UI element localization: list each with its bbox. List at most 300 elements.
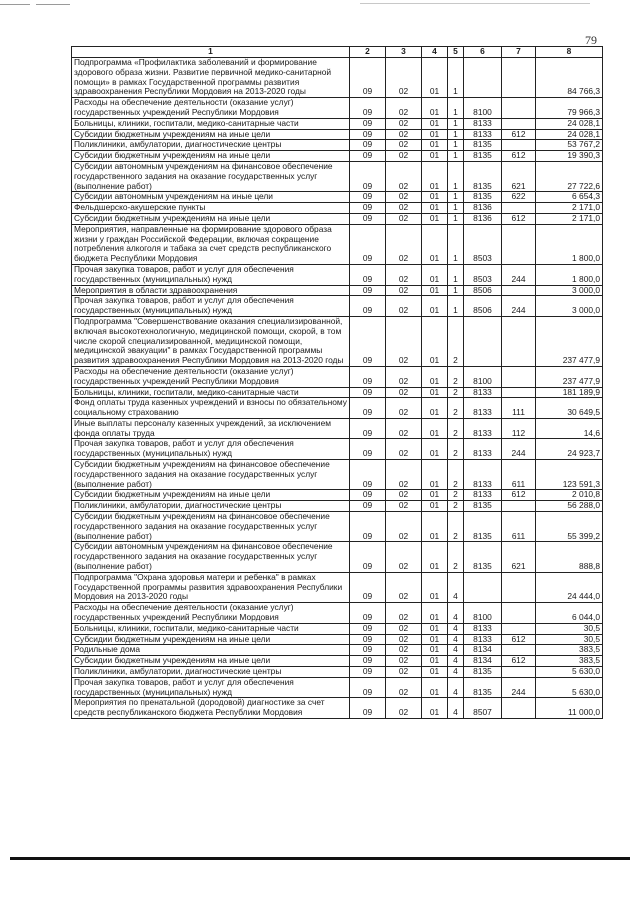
code-cell: 02: [386, 572, 422, 602]
code-cell: [502, 224, 536, 264]
expense-name-cell: Поликлиники, амбулатории, диагностические центры: [72, 667, 350, 678]
table-row: [72, 501, 603, 512]
code-cell: 09: [350, 203, 386, 214]
code-cell: 02: [386, 460, 422, 490]
expense-name-cell: Расходы на обеспечение деятельности (оказание услуг) государственных учреждений Республики Мордовия: [72, 98, 350, 119]
amount-cell: 24 028,1: [536, 118, 603, 129]
amount-cell: 237 477,9: [536, 316, 603, 366]
code-cell: 1: [448, 264, 464, 285]
code-cell: 112: [502, 418, 536, 439]
expense-name-cell: Расходы на обеспечение деятельности (оказание услуг) государственных учреждений Республики Мордовия: [72, 603, 350, 624]
expense-name-cell: Субсидии автономным учреждениям на иные цели: [72, 192, 350, 203]
code-cell: 02: [386, 512, 422, 542]
scan-artifact-line: [360, 3, 590, 4]
expense-name-cell: Иные выплаты персоналу казенных учреждений, за исключением фонда оплаты труда: [72, 418, 350, 439]
code-cell: 09: [350, 542, 386, 572]
code-cell: 02: [386, 387, 422, 398]
code-cell: 8134: [464, 645, 502, 656]
code-cell: [502, 623, 536, 634]
code-cell: [502, 98, 536, 119]
code-cell: 09: [350, 572, 386, 602]
code-cell: 1: [448, 129, 464, 140]
code-cell: 621: [502, 542, 536, 572]
expense-name-cell: Прочая закупка товаров, работ и услуг для обеспечения государственных (муниципальных) нужд: [72, 296, 350, 317]
code-cell: 1: [448, 296, 464, 317]
code-cell: 09: [350, 285, 386, 296]
amount-cell: 2 010,8: [536, 490, 603, 501]
amount-cell: 2 171,0: [536, 203, 603, 214]
code-cell: 8133: [464, 490, 502, 501]
expense-name-cell: Больницы, клиники, госпитали, медико-санитарные части: [72, 118, 350, 129]
code-cell: 02: [386, 645, 422, 656]
code-cell: 02: [386, 398, 422, 419]
code-cell: 2: [448, 418, 464, 439]
code-cell: 02: [386, 501, 422, 512]
code-cell: 01: [422, 366, 448, 387]
code-cell: 01: [422, 418, 448, 439]
code-cell: 8135: [464, 140, 502, 151]
code-cell: 02: [386, 677, 422, 698]
code-cell: 09: [350, 151, 386, 162]
code-cell: 09: [350, 316, 386, 366]
table-row: [72, 98, 603, 119]
table-row: [72, 667, 603, 678]
code-cell: 8135: [464, 677, 502, 698]
code-cell: 01: [422, 192, 448, 203]
table-row: [72, 656, 603, 667]
code-cell: 01: [422, 264, 448, 285]
expense-name-cell: Родильные дома: [72, 645, 350, 656]
code-cell: 4: [448, 698, 464, 719]
code-cell: 02: [386, 603, 422, 624]
code-cell: 244: [502, 296, 536, 317]
code-cell: 8135: [464, 542, 502, 572]
code-cell: [502, 387, 536, 398]
code-cell: 8133: [464, 439, 502, 460]
code-cell: 8100: [464, 98, 502, 119]
expense-name-cell: Больницы, клиники, госпитали, медико-санитарные части: [72, 623, 350, 634]
code-cell: 2: [448, 501, 464, 512]
expense-name-cell: Субсидии бюджетным учреждениям на иные цели: [72, 151, 350, 162]
expense-name-cell: Подпрограмма "Охрана здоровья матери и ребенка" в рамках Государственной программы развития здравоохранения Республики Мордовия на 2013-2020 годы: [72, 572, 350, 602]
code-cell: [502, 366, 536, 387]
bottom-rule: [10, 857, 630, 860]
code-cell: 612: [502, 490, 536, 501]
expense-name-cell: Мероприятия, направленные на формирование здорового образа жизни у граждан Российской Федерации, включая сокращение потребления алкоголя и табака за счет средств республиканского бюджета Республики Мордовия: [72, 224, 350, 264]
code-cell: 1: [448, 118, 464, 129]
page-number: 79: [585, 33, 597, 47]
budget-table: [71, 46, 603, 719]
code-cell: 2: [448, 460, 464, 490]
amount-cell: 79 966,3: [536, 98, 603, 119]
code-cell: 02: [386, 129, 422, 140]
code-cell: 01: [422, 285, 448, 296]
code-cell: [502, 501, 536, 512]
code-cell: 8100: [464, 603, 502, 624]
code-cell: 09: [350, 667, 386, 678]
column-header: 2: [350, 47, 386, 58]
code-cell: 02: [386, 316, 422, 366]
code-cell: 01: [422, 512, 448, 542]
code-cell: 8135: [464, 667, 502, 678]
amount-cell: 181 189,9: [536, 387, 603, 398]
code-cell: 4: [448, 667, 464, 678]
code-cell: 8503: [464, 264, 502, 285]
table-row: [72, 161, 603, 191]
amount-cell: 3 000,0: [536, 285, 603, 296]
code-cell: 8506: [464, 296, 502, 317]
amount-cell: 2 171,0: [536, 213, 603, 224]
code-cell: 02: [386, 285, 422, 296]
expense-name-cell: Субсидии автономным учреждениям на финансовое обеспечение государственного задания на оказание государственных услуг (выполнение работ): [72, 542, 350, 572]
code-cell: 09: [350, 129, 386, 140]
code-cell: 1: [448, 151, 464, 162]
table-row: [72, 572, 603, 602]
code-cell: 8133: [464, 118, 502, 129]
code-cell: 02: [386, 203, 422, 214]
code-cell: 09: [350, 98, 386, 119]
expense-name-cell: Субсидии бюджетным учреждениям на иные цели: [72, 490, 350, 501]
code-cell: 8133: [464, 623, 502, 634]
code-cell: 09: [350, 418, 386, 439]
code-cell: 8135: [464, 161, 502, 191]
scan-artifact-line: [0, 4, 400, 5]
expense-name-cell: Субсидии бюджетным учреждениям на иные цели: [72, 213, 350, 224]
table-row: [72, 460, 603, 490]
amount-cell: 27 722,6: [536, 161, 603, 191]
code-cell: 1: [448, 161, 464, 191]
table-row: [72, 677, 603, 698]
code-cell: 01: [422, 224, 448, 264]
code-cell: 01: [422, 129, 448, 140]
code-cell: 01: [422, 439, 448, 460]
code-cell: 02: [386, 224, 422, 264]
amount-cell: 56 288,0: [536, 501, 603, 512]
expense-name-cell: Субсидии бюджетным учреждениям на иные цели: [72, 634, 350, 645]
expense-name-cell: Субсидии бюджетным учреждениям на финансовое обеспечение государственного задания на оказание государственных услуг (выполнение работ): [72, 512, 350, 542]
code-cell: 09: [350, 439, 386, 460]
code-cell: 8506: [464, 285, 502, 296]
code-cell: 02: [386, 264, 422, 285]
amount-cell: 55 399,2: [536, 512, 603, 542]
code-cell: [502, 645, 536, 656]
code-cell: 01: [422, 296, 448, 317]
code-cell: 01: [422, 501, 448, 512]
code-cell: 1: [448, 140, 464, 151]
table-row: [72, 213, 603, 224]
table-body: [72, 58, 603, 719]
code-cell: 01: [422, 387, 448, 398]
code-cell: 244: [502, 439, 536, 460]
expense-name-cell: Прочая закупка товаров, работ и услуг для обеспечения государственных (муниципальных) нужд: [72, 677, 350, 698]
code-cell: 612: [502, 213, 536, 224]
table-row: [72, 398, 603, 419]
code-cell: 1: [448, 192, 464, 203]
table-row: [72, 366, 603, 387]
code-cell: [502, 58, 536, 98]
table-row: [72, 418, 603, 439]
expense-name-cell: Расходы на обеспечение деятельности (оказание услуг) государственных учреждений Республики Мордовия: [72, 366, 350, 387]
expense-name-cell: Субсидии бюджетным учреждениям на иные цели: [72, 129, 350, 140]
code-cell: 244: [502, 264, 536, 285]
column-header: 4: [422, 47, 448, 58]
code-cell: 4: [448, 634, 464, 645]
table-row: [72, 296, 603, 317]
table-row: [72, 118, 603, 129]
amount-cell: 24 028,1: [536, 129, 603, 140]
code-cell: 02: [386, 98, 422, 119]
code-cell: 8507: [464, 698, 502, 719]
expense-name-cell: Фельдшерско-акушерские пункты: [72, 203, 350, 214]
code-cell: 2: [448, 316, 464, 366]
code-cell: [502, 140, 536, 151]
code-cell: 09: [350, 656, 386, 667]
code-cell: 02: [386, 623, 422, 634]
code-cell: 01: [422, 316, 448, 366]
amount-cell: 1 800,0: [536, 264, 603, 285]
code-cell: 09: [350, 490, 386, 501]
amount-cell: 24 923,7: [536, 439, 603, 460]
code-cell: 01: [422, 213, 448, 224]
code-cell: 611: [502, 512, 536, 542]
code-cell: 622: [502, 192, 536, 203]
amount-cell: 11 000,0: [536, 698, 603, 719]
code-cell: 09: [350, 118, 386, 129]
code-cell: 02: [386, 192, 422, 203]
code-cell: 09: [350, 264, 386, 285]
code-cell: 612: [502, 656, 536, 667]
code-cell: 111: [502, 398, 536, 419]
code-cell: 01: [422, 656, 448, 667]
code-cell: 09: [350, 161, 386, 191]
amount-cell: 3 000,0: [536, 296, 603, 317]
code-cell: 8135: [464, 151, 502, 162]
amount-cell: 30 649,5: [536, 398, 603, 419]
expense-name-cell: Субсидии автономным учреждениям на финансовое обеспечение государственного задания на оказание государственных услуг (выполнение работ): [72, 161, 350, 191]
code-cell: 8136: [464, 203, 502, 214]
code-cell: [502, 698, 536, 719]
code-cell: 612: [502, 634, 536, 645]
amount-cell: 1 800,0: [536, 224, 603, 264]
code-cell: 02: [386, 698, 422, 719]
code-cell: 09: [350, 366, 386, 387]
code-cell: 2: [448, 387, 464, 398]
column-header: 6: [464, 47, 502, 58]
code-cell: 01: [422, 490, 448, 501]
code-cell: 8133: [464, 129, 502, 140]
table-row: [72, 512, 603, 542]
amount-cell: 383,5: [536, 656, 603, 667]
code-cell: [502, 667, 536, 678]
expense-name-cell: Субсидии бюджетным учреждениям на иные цели: [72, 656, 350, 667]
code-cell: 01: [422, 603, 448, 624]
amount-cell: 24 444,0: [536, 572, 603, 602]
code-cell: 02: [386, 140, 422, 151]
code-cell: 612: [502, 129, 536, 140]
code-cell: [464, 572, 502, 602]
code-cell: 01: [422, 634, 448, 645]
code-cell: 09: [350, 698, 386, 719]
amount-cell: 888,8: [536, 542, 603, 572]
table-row: [72, 542, 603, 572]
code-cell: 8133: [464, 418, 502, 439]
code-cell: 02: [386, 366, 422, 387]
code-cell: 02: [386, 667, 422, 678]
amount-cell: 5 630,0: [536, 667, 603, 678]
code-cell: 09: [350, 512, 386, 542]
table-row: [72, 58, 603, 98]
code-cell: 01: [422, 58, 448, 98]
header-row: [72, 47, 603, 58]
code-cell: 01: [422, 623, 448, 634]
code-cell: 09: [350, 623, 386, 634]
expense-name-cell: Субсидии бюджетным учреждениям на финансовое обеспечение государственного задания на оказание государственных услуг (выполнение работ): [72, 460, 350, 490]
table-row: [72, 285, 603, 296]
code-cell: 09: [350, 645, 386, 656]
code-cell: [464, 316, 502, 366]
code-cell: 09: [350, 140, 386, 151]
amount-cell: 6 654,3: [536, 192, 603, 203]
code-cell: [502, 285, 536, 296]
table-row: [72, 490, 603, 501]
code-cell: 01: [422, 203, 448, 214]
code-cell: [502, 603, 536, 624]
code-cell: 4: [448, 623, 464, 634]
expense-name-cell: Подпрограмма "Совершенствование оказания специализированной, включая высокотехнологичную, медицинской помощи, скорой, в том числе скорой специализированной, медицинской помощи, медицинской эвакуации" в рамках Государственной программы развития здравоохранения Республики Мордовия на 2013-2020 годы: [72, 316, 350, 366]
expense-name-cell: Мероприятия по пренатальной (дородовой) диагностике за счет средств республиканского бюджета Республики Мордовия: [72, 698, 350, 719]
code-cell: 09: [350, 387, 386, 398]
code-cell: 4: [448, 603, 464, 624]
column-header: 1: [72, 47, 350, 58]
code-cell: 8133: [464, 460, 502, 490]
code-cell: 1: [448, 224, 464, 264]
code-cell: 8100: [464, 366, 502, 387]
code-cell: [464, 58, 502, 98]
table-row: [72, 192, 603, 203]
code-cell: 01: [422, 151, 448, 162]
code-cell: 09: [350, 398, 386, 419]
expense-name-cell: Фонд оплаты труда казенных учреждений и взносы по обязательному социальному страхованию: [72, 398, 350, 419]
code-cell: 8133: [464, 634, 502, 645]
expense-name-cell: Прочая закупка товаров, работ и услуг для обеспечения государственных (муниципальных) нужд: [72, 264, 350, 285]
code-cell: 02: [386, 118, 422, 129]
code-cell: 4: [448, 572, 464, 602]
code-cell: [502, 118, 536, 129]
code-cell: 1: [448, 58, 464, 98]
code-cell: 8133: [464, 398, 502, 419]
amount-cell: 123 591,3: [536, 460, 603, 490]
expense-name-cell: Прочая закупка товаров, работ и услуг для обеспечения государственных (муниципальных) нужд: [72, 439, 350, 460]
code-cell: 8134: [464, 656, 502, 667]
code-cell: 1: [448, 98, 464, 119]
code-cell: 4: [448, 645, 464, 656]
code-cell: 09: [350, 634, 386, 645]
code-cell: 4: [448, 677, 464, 698]
code-cell: 01: [422, 398, 448, 419]
code-cell: 02: [386, 634, 422, 645]
code-cell: 09: [350, 192, 386, 203]
code-cell: 09: [350, 58, 386, 98]
amount-cell: 53 767,2: [536, 140, 603, 151]
table-row: [72, 387, 603, 398]
code-cell: 02: [386, 161, 422, 191]
expense-name-cell: Поликлиники, амбулатории, диагностические центры: [72, 501, 350, 512]
column-header: 7: [502, 47, 536, 58]
amount-cell: 84 766,3: [536, 58, 603, 98]
code-cell: 01: [422, 98, 448, 119]
table-row: [72, 264, 603, 285]
table-row: [72, 698, 603, 719]
table-row: [72, 439, 603, 460]
code-cell: 02: [386, 151, 422, 162]
table-row: [72, 151, 603, 162]
table-row: [72, 203, 603, 214]
code-cell: 09: [350, 296, 386, 317]
expense-name-cell: Подпрограмма «Профилактика заболеваний и формирование здорового образа жизни. Развитие первичной медико-санитарной помощи» в рамках Государственной программы развития здравоохранения Республики Мордовия на 2013-2020 годы: [72, 58, 350, 98]
expense-name-cell: Мероприятия в области здравоохранения: [72, 285, 350, 296]
code-cell: 1: [448, 213, 464, 224]
code-cell: 02: [386, 656, 422, 667]
code-cell: 02: [386, 213, 422, 224]
amount-cell: 237 477,9: [536, 366, 603, 387]
code-cell: 01: [422, 161, 448, 191]
amount-cell: 6 044,0: [536, 603, 603, 624]
table-row: [72, 316, 603, 366]
amount-cell: 5 630,0: [536, 677, 603, 698]
table-row: [72, 645, 603, 656]
code-cell: 8503: [464, 224, 502, 264]
table-row: [72, 623, 603, 634]
code-cell: 2: [448, 366, 464, 387]
column-header: 5: [448, 47, 464, 58]
code-cell: 611: [502, 460, 536, 490]
code-cell: 01: [422, 118, 448, 129]
code-cell: 01: [422, 572, 448, 602]
code-cell: 1: [448, 285, 464, 296]
amount-cell: 30,5: [536, 623, 603, 634]
code-cell: 8135: [464, 192, 502, 203]
code-cell: 01: [422, 460, 448, 490]
code-cell: 1: [448, 203, 464, 214]
amount-cell: 14,6: [536, 418, 603, 439]
table-row: [72, 634, 603, 645]
amount-cell: 30,5: [536, 634, 603, 645]
code-cell: 01: [422, 677, 448, 698]
code-cell: 02: [386, 542, 422, 572]
code-cell: 621: [502, 161, 536, 191]
code-cell: 01: [422, 698, 448, 719]
code-cell: 2: [448, 490, 464, 501]
code-cell: 2: [448, 512, 464, 542]
code-cell: [502, 316, 536, 366]
amount-cell: 19 390,3: [536, 151, 603, 162]
code-cell: 01: [422, 645, 448, 656]
code-cell: 8136: [464, 213, 502, 224]
table-row: [72, 603, 603, 624]
code-cell: 02: [386, 418, 422, 439]
code-cell: 244: [502, 677, 536, 698]
code-cell: 2: [448, 542, 464, 572]
code-cell: 09: [350, 224, 386, 264]
code-cell: 02: [386, 296, 422, 317]
code-cell: 4: [448, 656, 464, 667]
table-row: [72, 140, 603, 151]
expense-name-cell: Больницы, клиники, госпитали, медико-санитарные части: [72, 387, 350, 398]
code-cell: 02: [386, 490, 422, 501]
code-cell: 01: [422, 542, 448, 572]
code-cell: 2: [448, 439, 464, 460]
code-cell: 09: [350, 460, 386, 490]
